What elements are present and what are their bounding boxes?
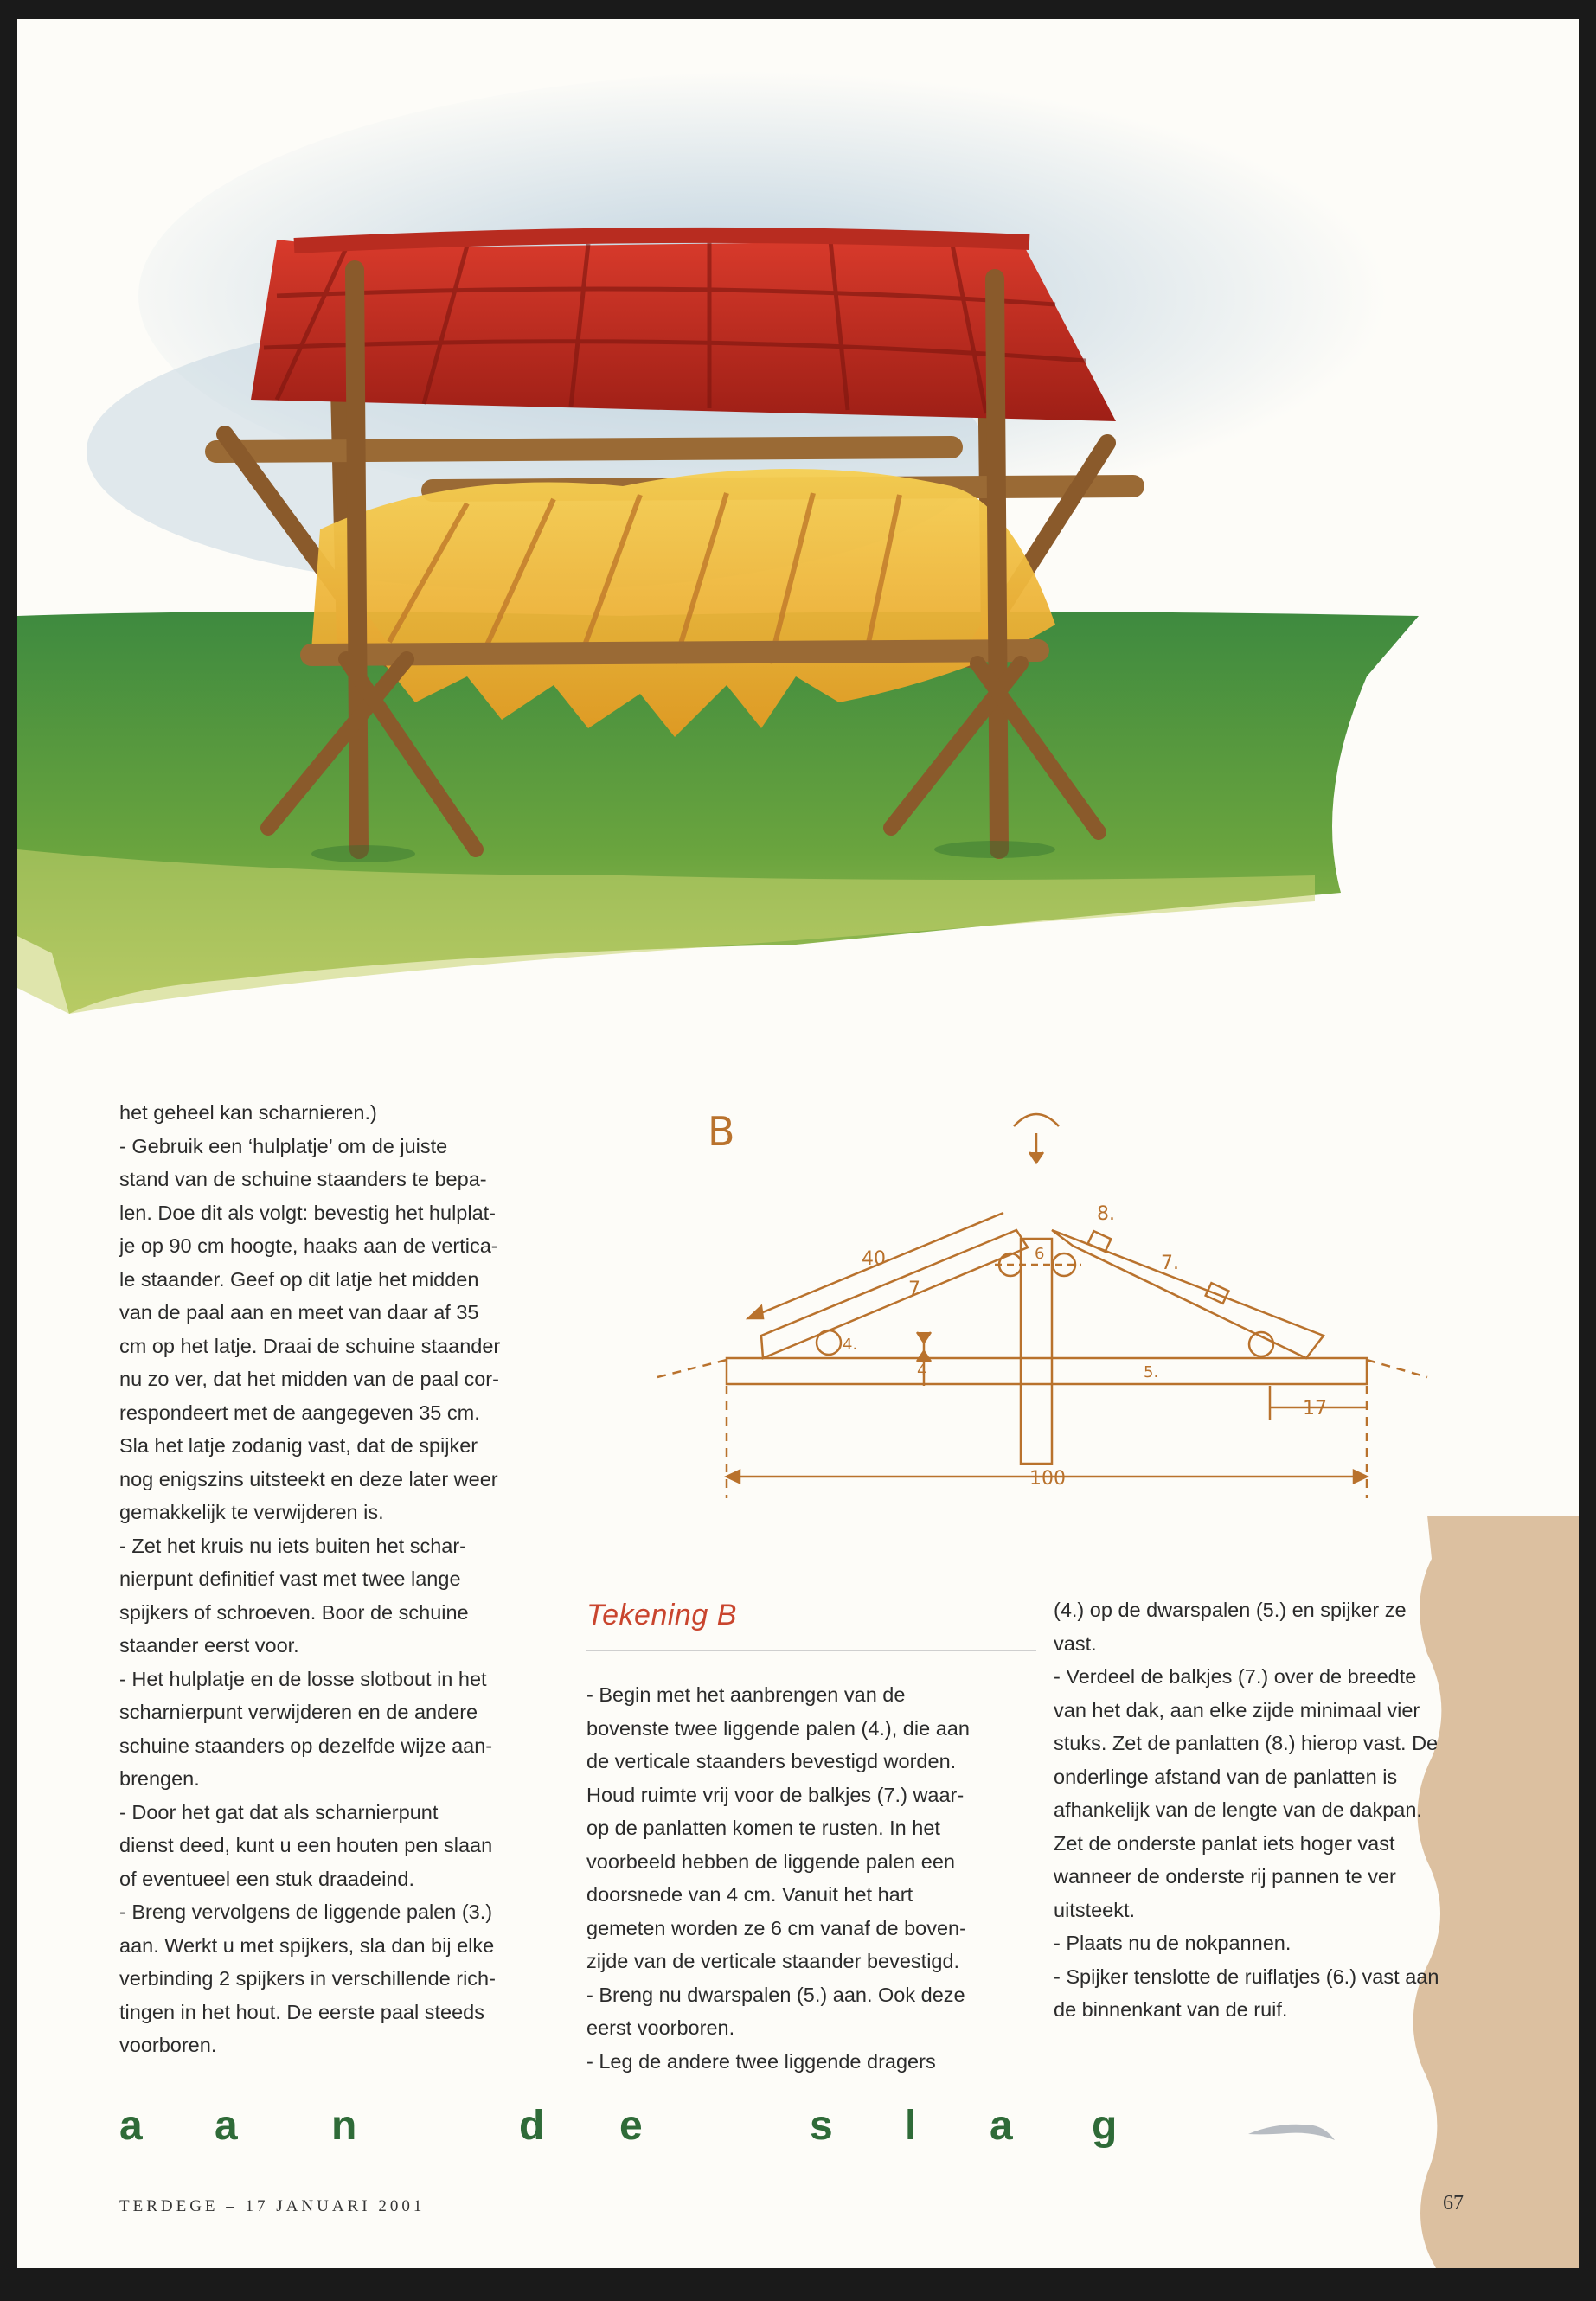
- heading-letter: d: [519, 2103, 545, 2149]
- label-7-left: 7: [908, 1279, 920, 1300]
- label-6: 6: [1035, 1245, 1045, 1263]
- column-3-text: (4.) op de dwarspalen (5.) en spijker ze vast. - Verdeel de balkjes (7.) over de breedte van het dak, aan elke zijde minimaal vier stuks. Zet de panlatten (8.) hierop vast. De onderlinge afstand van de panlatten is afhankelijk van de lengte van de dakpan. Zet de onderste panlat iets hoger vast wanneer de onderste rij pannen te ver uitsteekt. - Plaats nu de nokpannen. - Spijker tenslotte de ruiflatjes (6.) vast aan de binnenkant van de ruif.: [1054, 1599, 1439, 2021]
- heading-letter: n: [331, 2103, 357, 2149]
- footer-publication: TERDEGE – 17 JANUARI 2001: [119, 2197, 426, 2215]
- label-17: 17: [1303, 1398, 1327, 1420]
- hay-rack-illustration: [17, 19, 1579, 1083]
- column-2-text: - Begin met het aanbrengen van de bovenste twee liggende palen (4.), die aan de verticale staanders bevestigd worden. Houd ruimte vrij voor de balkjes (7.) waar- op de panlatten komen te rusten. In het voorbeeld hebben de liggende palen een doorsnede van 4 cm. Vanuit het hart gemeten worden ze 6 cm vanaf de boven- zijde van de verticale staander bevestigd. - Breng nu dwarspalen (5.) aan. Ook deze eerst voorboren. - Leg de andere twee liggende dragers: [586, 1683, 970, 2073]
- swoosh-icon: [1244, 2112, 1339, 2147]
- heading-letter: a: [119, 2103, 143, 2149]
- label-4-center: 4: [917, 1362, 927, 1380]
- label-7-right: 7.: [1161, 1253, 1179, 1274]
- heading-letter: e: [619, 2103, 643, 2149]
- magazine-page: [17, 19, 1579, 2268]
- label-100: 100: [1029, 1468, 1066, 1490]
- title-divider: [586, 1650, 1036, 1651]
- tekening-title: Tekening B: [586, 1599, 737, 1631]
- label-4-left: 4.: [843, 1336, 858, 1354]
- page-number: 67: [1443, 2192, 1464, 2214]
- diagram-letter: B: [708, 1108, 735, 1155]
- technical-drawing-b: [623, 1092, 1453, 1507]
- heading-letter: s: [810, 2103, 833, 2149]
- label-40: 40: [862, 1248, 886, 1270]
- heading-letter: a: [990, 2103, 1013, 2149]
- heading-letter: g: [1092, 2103, 1118, 2149]
- heading-letter: l: [905, 2103, 917, 2149]
- label-5: 5.: [1144, 1363, 1159, 1381]
- column-1-text: het geheel kan scharnieren.) - Gebruik een ‘hulplatje’ om de juiste stand van de schuine staanders te bepa- len. Doe dit als volgt: bevestig het hulplat- je op 90 cm hoogte, haaks aan de vertica- le staander. Geef op dit latje het midden van de paal aan en meet van daar af 35 cm op het latje. Draai de schuine staander nu zo ver, dat het midden van de paal cor- respondeert met de aangegeven 35 cm. Sla het latje zodanig vast, dat de spijker nog enigszins uitsteekt en deze later weer gemakkelijk te verwijderen is. - Zet het kruis nu iets buiten het schar- nierpunt definitief vast met twee lange spijkers of schroeven. Boor de schuine staander eerst voor. - Het hulplatje en de losse slotbout in het scharnierpunt verwijderen en de andere schuine staanders op dezelfde wijze aan- brengen. - Door het gat dat als scharnierpunt dienst deed, kunt u een houten pen slaan of eventueel een stuk draadeind. - Breng vervolgens de liggende palen (3.) aan. Werkt u met spijkers, sla dan bij elke verbinding 2 spijkers in verschillende rich- tingen in het hout. De eerste paal steeds voorboren.: [119, 1101, 501, 2056]
- heading-letter: a: [215, 2103, 238, 2149]
- label-8: 8.: [1097, 1203, 1115, 1225]
